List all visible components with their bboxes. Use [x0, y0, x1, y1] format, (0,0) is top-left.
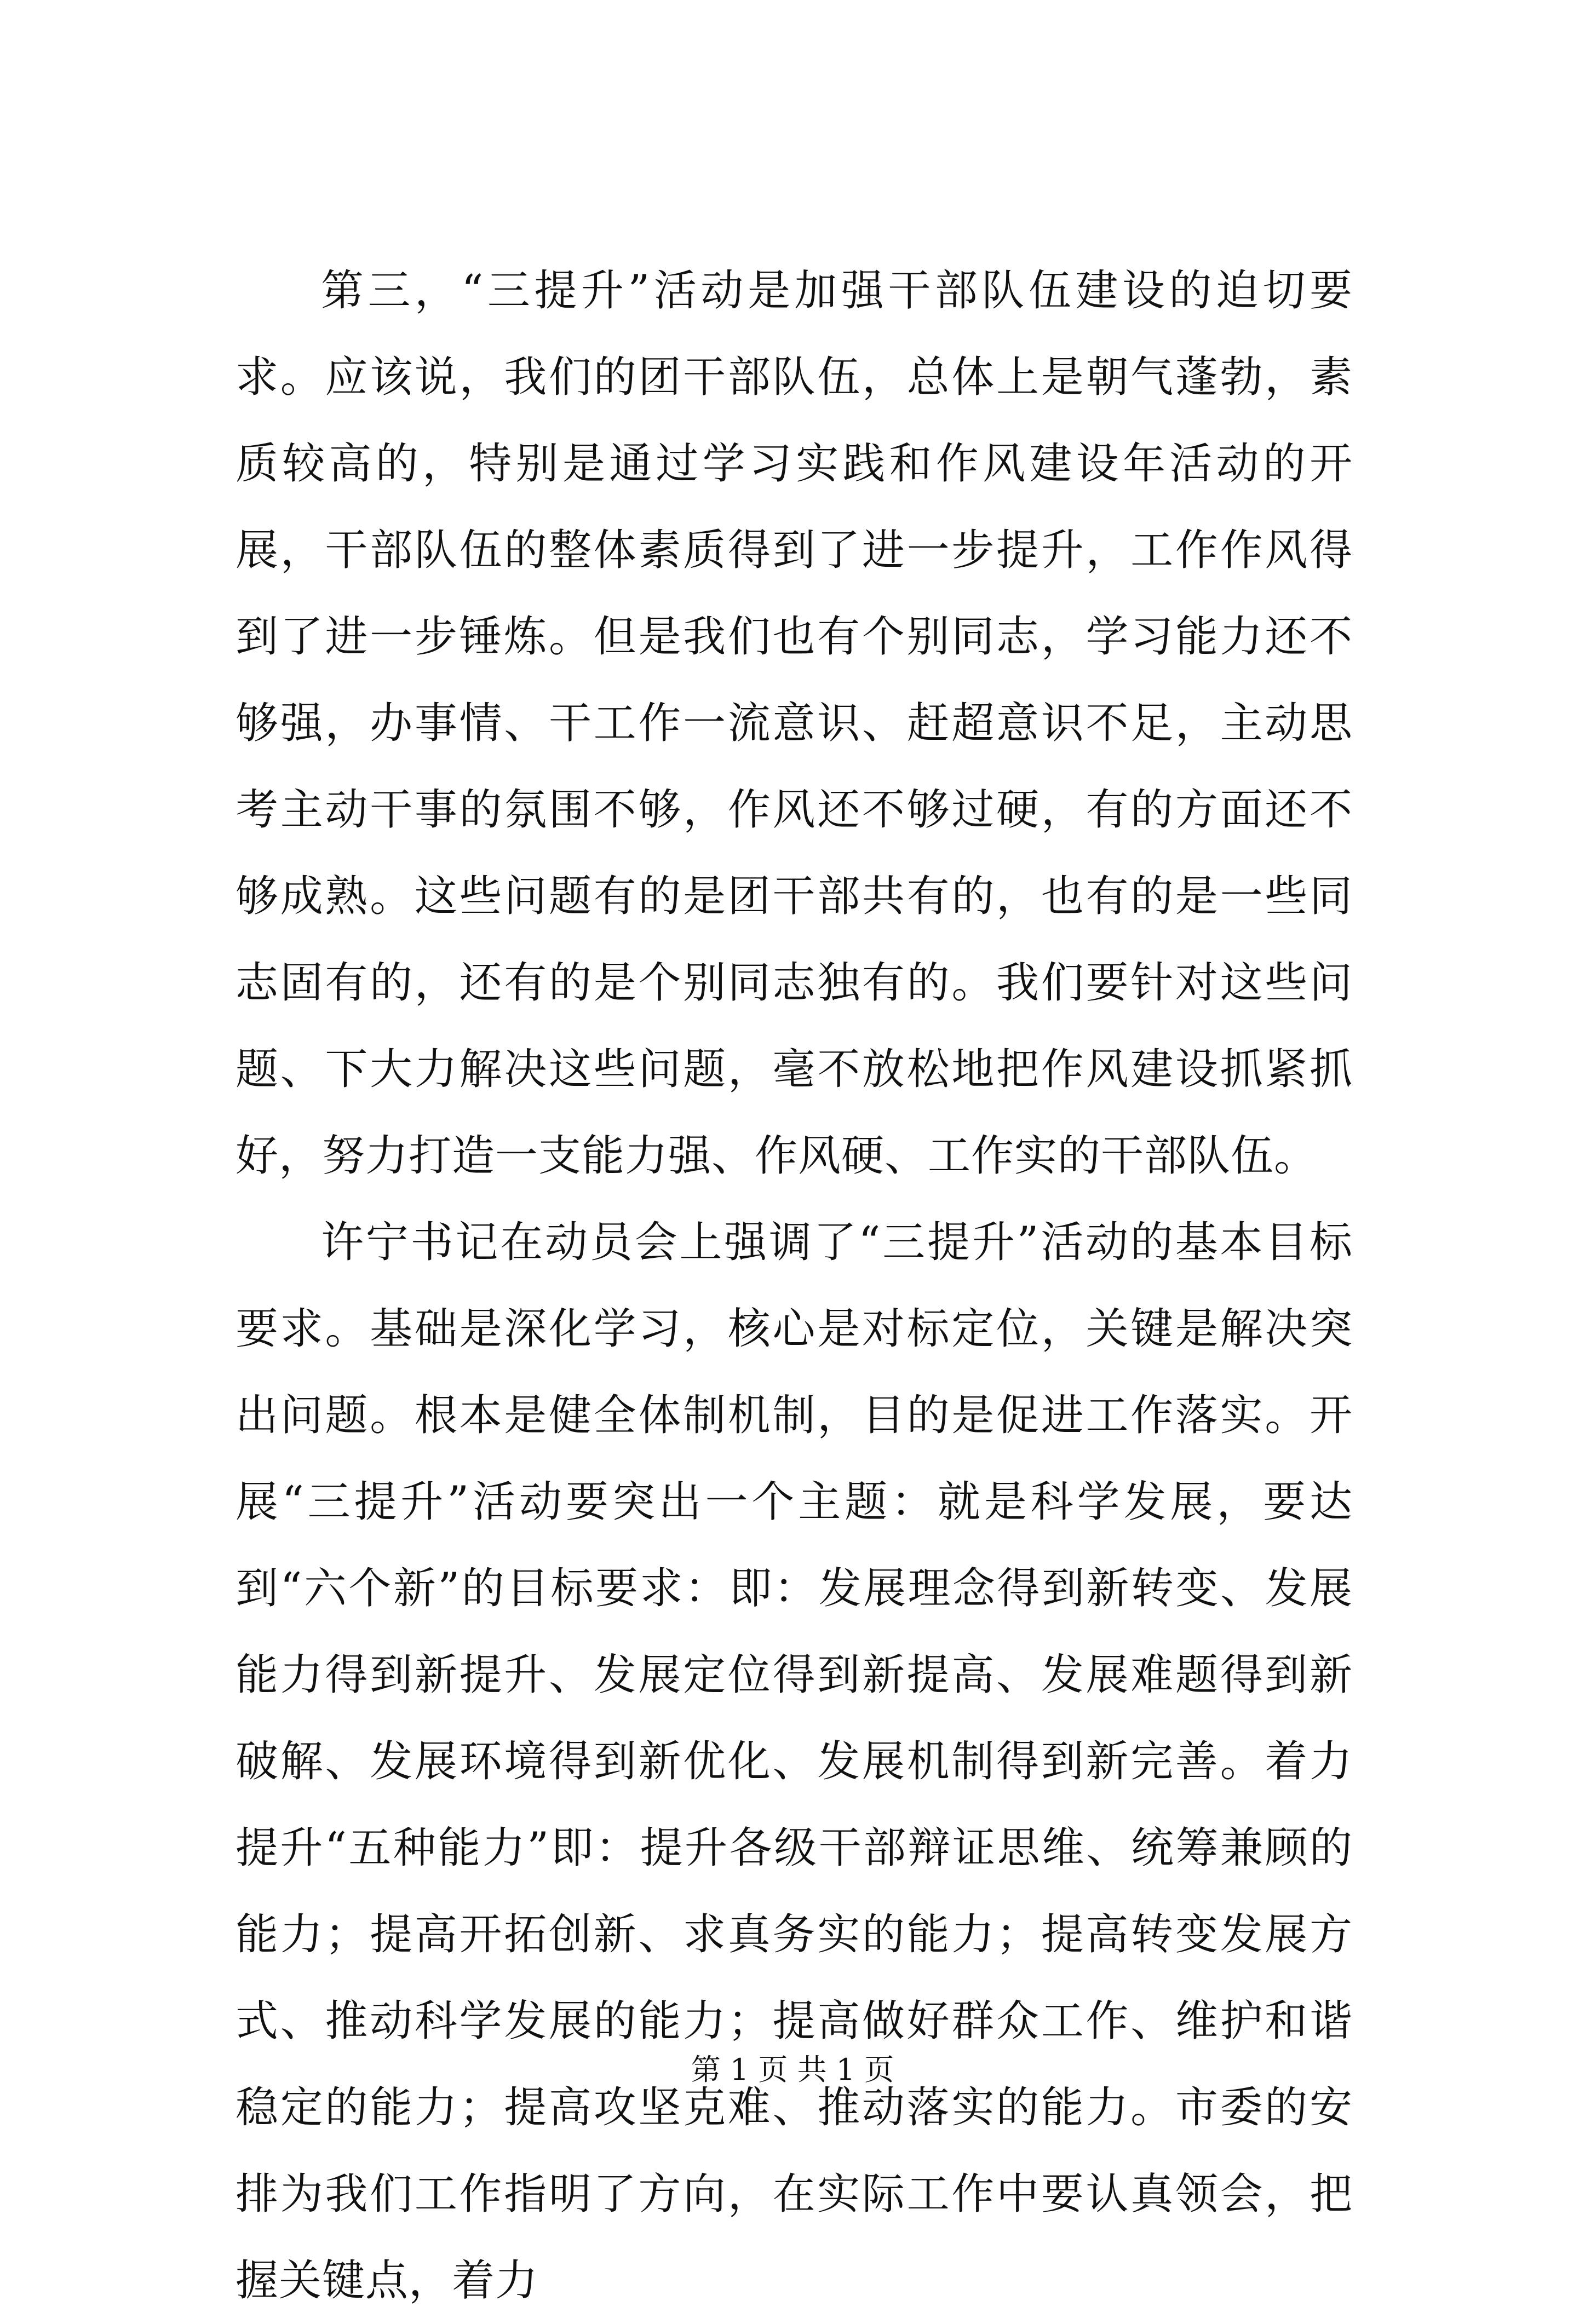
document-body [236, 248, 1353, 2324]
paragraph-1: 第三，“三提升”活动是加强干部队伍建设的迫切要求。应该说，我们的团干部队伍，总体上是朝气蓬勃，素质较高的，特别是通过学习实践和作风建设年活动的开展，干部队伍的整体素质得到了进一步提升，工作作风得到了进一步锤炼。但是我们也有个别同志，学习能力还不够强，办事情、干工作一流意识、赶超意识不足，主动思考主动干事的氛围不够，作风还不够过硬，有的方面还不够成熟。这些问题有的是团干部共有的，也有的是一些同志固有的，还有的是个别同志独有的。我们要针对这些问题、下大力解决这些问题，毫不放松地把作风建设抓紧抓好，努力打造一支能力强、作风硬、工作实的干部队伍。 [236, 266, 1353, 1181]
page-footer: 第 1 页 共 1 页 [691, 2052, 894, 2087]
paragraph-2: 许宁书记在动员会上强调了“三提升”活动的基本目标要求。基础是深化学习，核心是对标定位，关键是解决突出问题。根本是健全体制机制，目的是促进工作落实。开展“三提升”活动要突出一个主题：就是科学发展，要达到“六个新”的目标要求：即：发展理念得到新转变、发展能力得到新提升、发展定位得到新提高、发展难题得到新破解、发展环境得到新优化、发展机制得到新完善。着力提升“五种能力”即：提升各级干部辩证思维、统筹兼顾的能力；提高开拓创新、求真务实的能力；提高转变发展方式、推动科学发展的能力；提高做好群众工作、维护和谐稳定的能力；提高攻坚克难、推动落实的能力。市委的安排为我们工作指明了方向，在实际工作中要认真领会，把握关键点，着力 [236, 1218, 1353, 2305]
